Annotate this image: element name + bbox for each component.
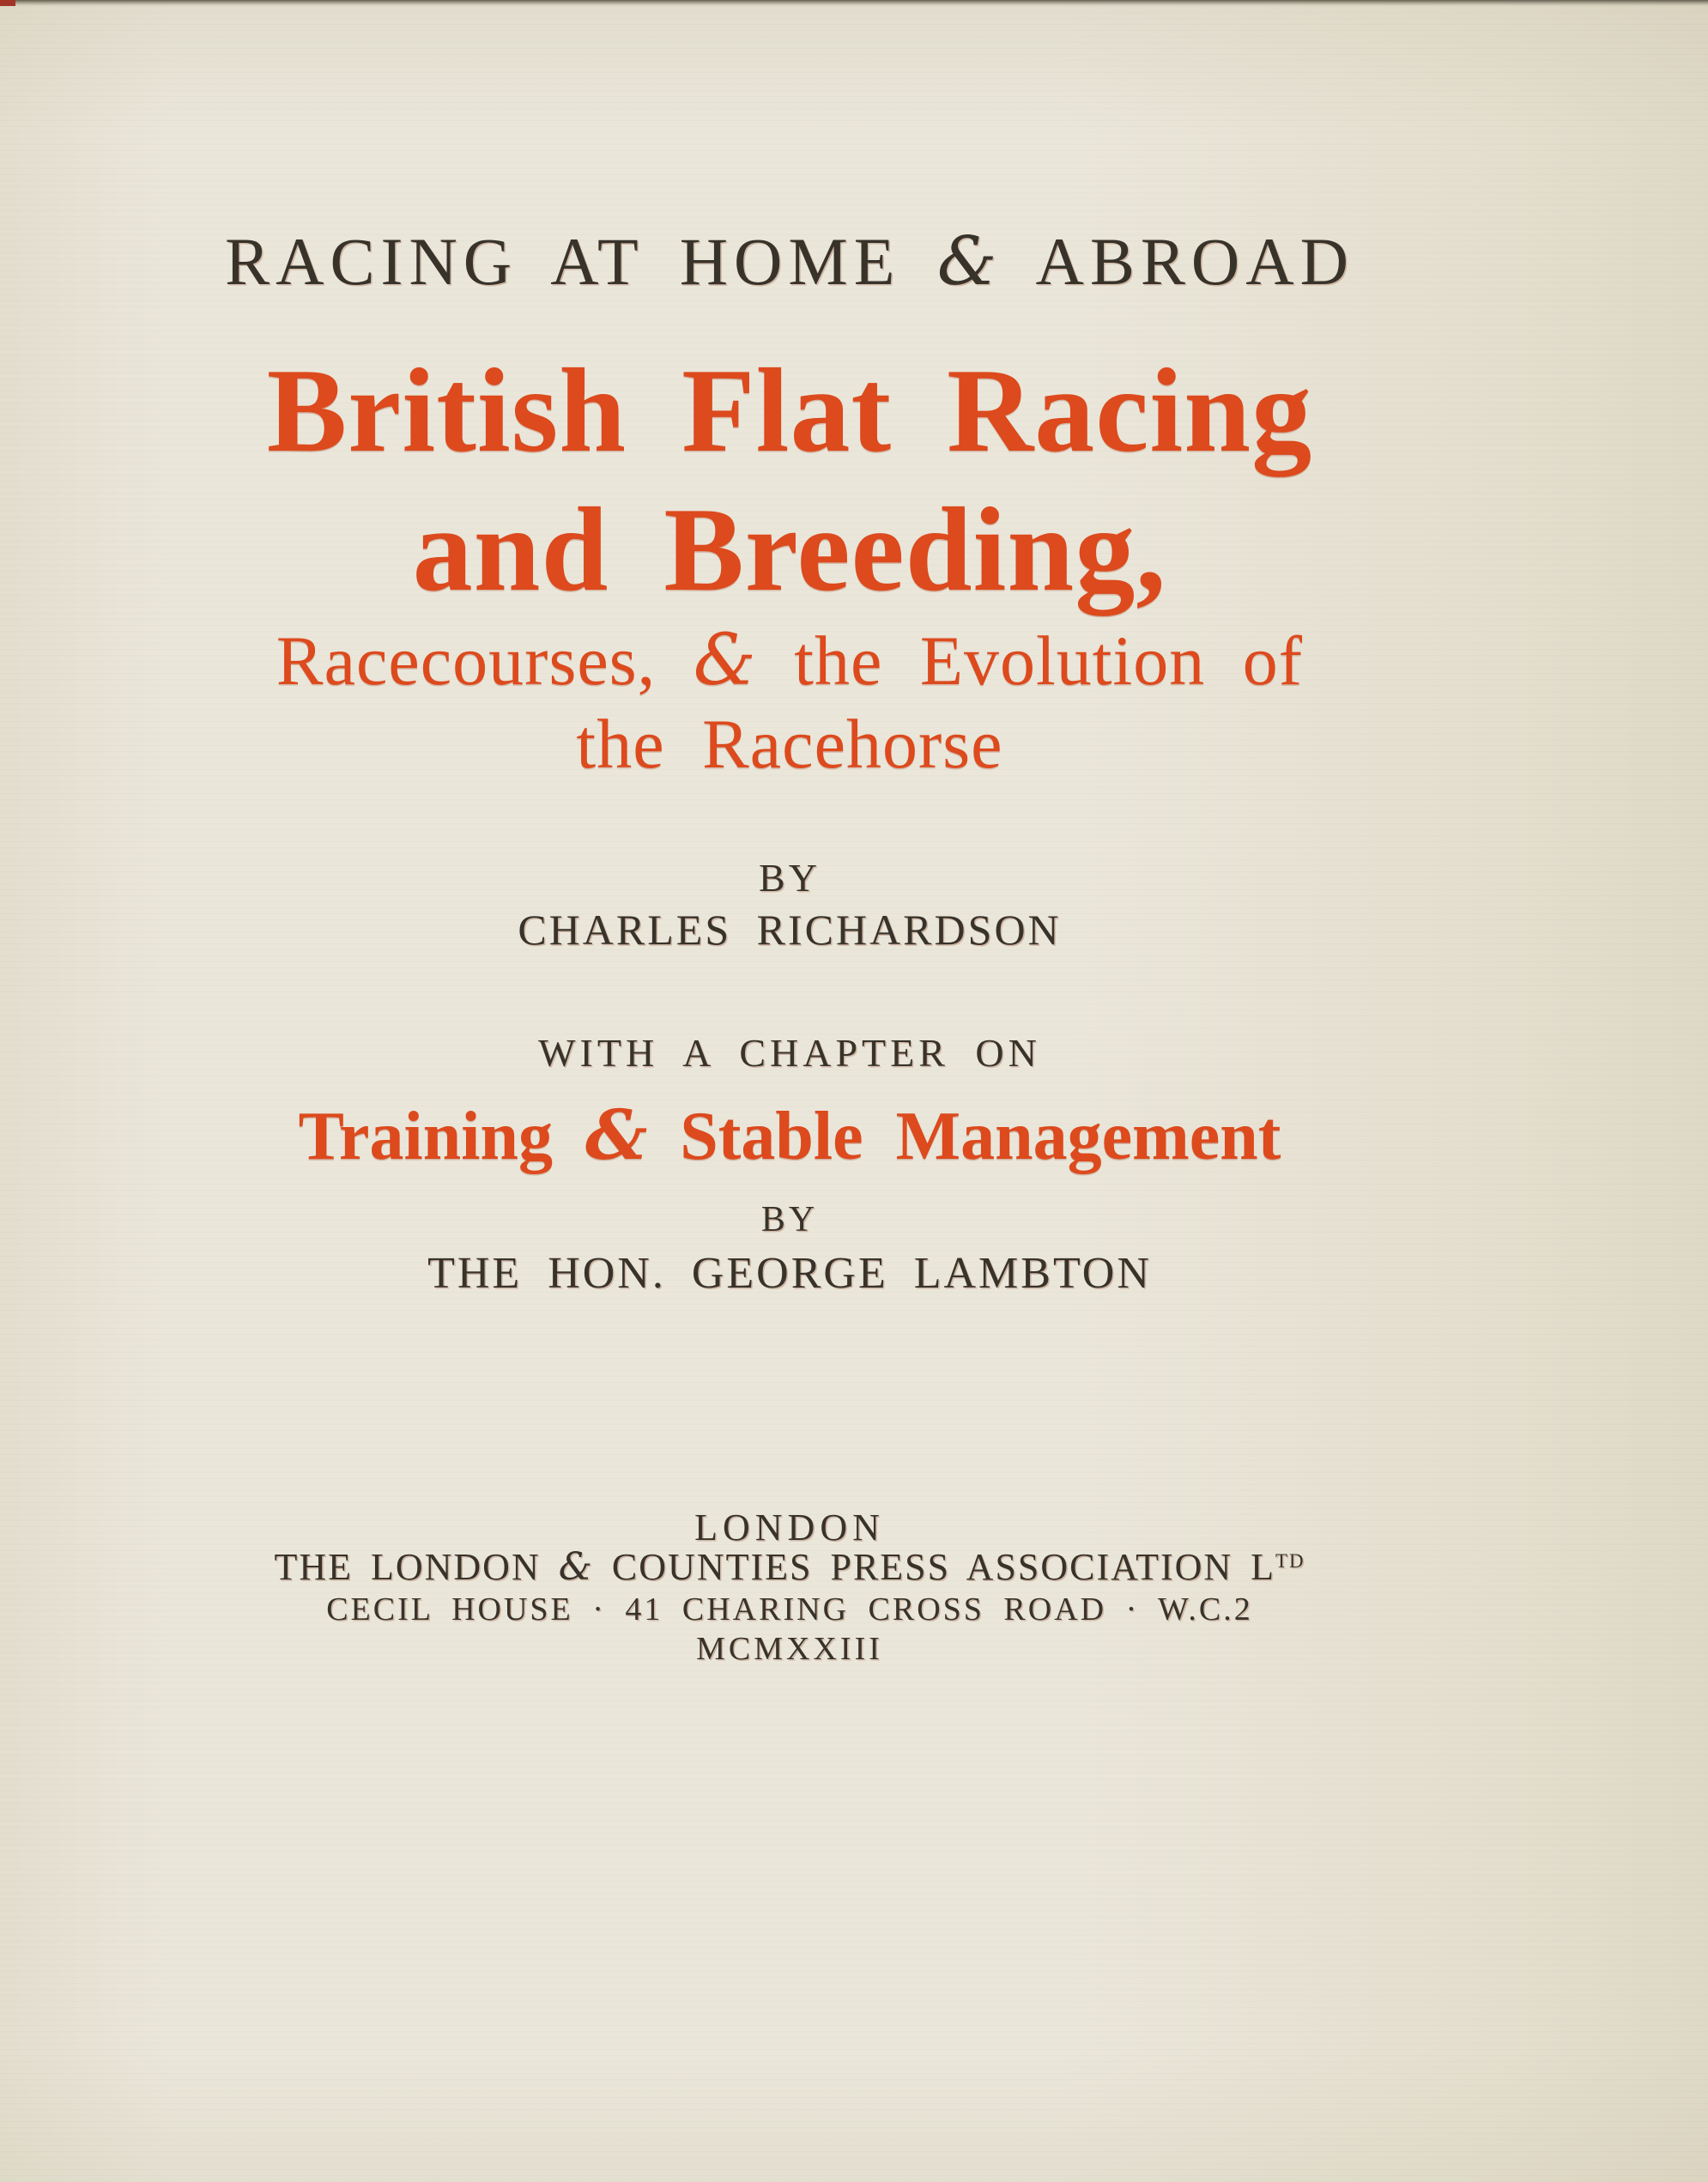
subtitle-line1 [0, 620, 1579, 703]
main-title-line1: British Flat Racing [266, 344, 1313, 477]
subtitle-line1-text-end: the Evolution of [756, 621, 1304, 700]
chapter-title [0, 1094, 1579, 1175]
by-label-contributor: BY [760, 1200, 819, 1239]
imprint-year: MCMXXIII [696, 1631, 883, 1667]
by-label-author: BY [759, 856, 821, 900]
subtitle [0, 620, 1579, 786]
series-title-text: RACING AT HOME [225, 224, 937, 299]
author-name: CHARLES RICHARDSON [518, 906, 1062, 954]
chapter-note: WITH A CHAPTER ON [538, 1031, 1041, 1075]
contributor-name: THE HON. GEORGE LAMBTON [427, 1249, 1152, 1298]
imprint-publisher-ampersand: & [558, 1545, 594, 1589]
imprint-publisher-ltd-superscript: TD [1275, 1550, 1305, 1572]
series-title [0, 223, 1579, 300]
main-title [0, 342, 1579, 621]
subtitle-line2: the Racehorse [576, 704, 1003, 783]
subtitle-line1-text: Racecourses, [276, 621, 693, 700]
imprint-city: LONDON [694, 1506, 885, 1549]
imprint-publisher-text: THE LONDON [274, 1546, 559, 1588]
imprint-publisher-text-end: COUNTIES PRESS ASSOCIATION L [593, 1546, 1276, 1588]
chapter-title-text-end: Stable Management [647, 1099, 1281, 1174]
subtitle-ampersand: & [693, 620, 757, 701]
series-title-ampersand: & [936, 223, 1003, 300]
imprint-publisher [0, 1545, 1579, 1589]
imprint-address: CECIL HOUSE · 41 CHARING CROSS ROAD · W.C.2 [326, 1591, 1253, 1627]
chapter-title-ampersand: & [584, 1094, 648, 1175]
series-title-text-end: ABROAD [1002, 224, 1354, 299]
chapter-title-text: Training [298, 1099, 585, 1174]
main-title-line2: and Breeding, [412, 483, 1167, 617]
